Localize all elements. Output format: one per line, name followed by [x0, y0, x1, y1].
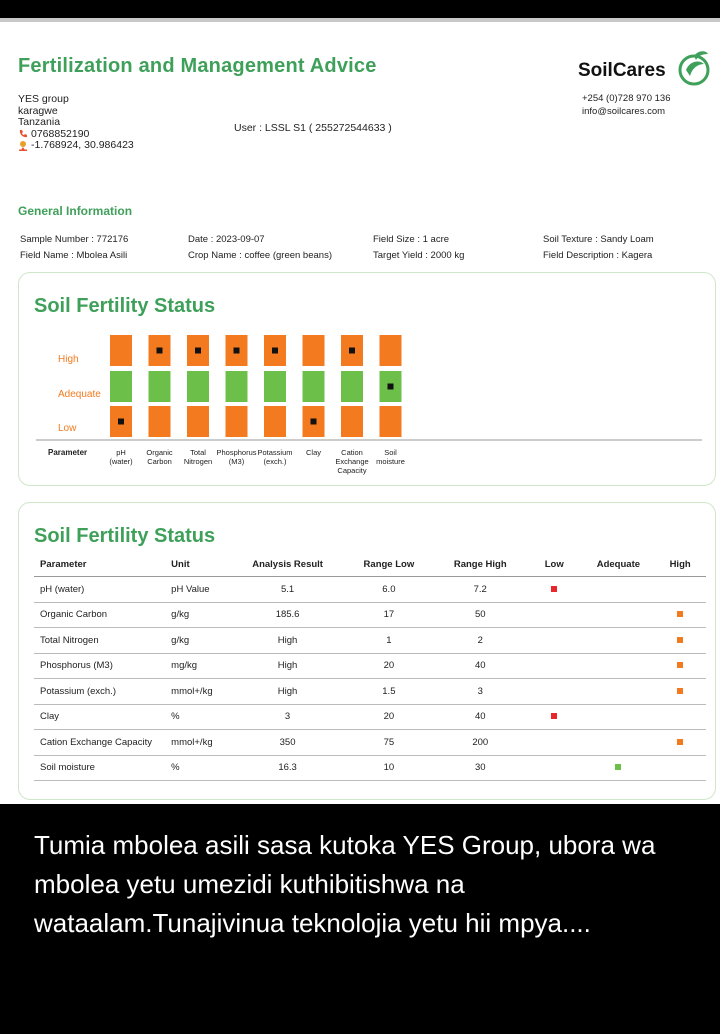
cell-range-low: 20 — [343, 653, 434, 679]
status-marker — [677, 611, 683, 617]
cell-result: 5.1 — [232, 577, 343, 603]
bar-cell — [226, 406, 248, 437]
cell-range-high: 2 — [435, 628, 526, 654]
category-label: (exch.) — [263, 457, 287, 466]
category-label: Total — [190, 448, 206, 457]
cell-result: 16.3 — [232, 755, 343, 781]
cell-result: 185.6 — [232, 602, 343, 628]
chart-title: Soil Fertility Status — [34, 295, 216, 317]
category-label: Clay — [305, 448, 322, 457]
cell-parameter: Phosphorus (M3) — [34, 653, 170, 679]
cell-status-high — [654, 730, 706, 756]
cell-range-low: 1 — [343, 628, 434, 654]
status-marker — [677, 637, 683, 643]
cell-status-high — [654, 577, 706, 603]
status-marker — [157, 348, 163, 354]
cell-range-high: 50 — [435, 602, 526, 628]
cell-status-low — [526, 628, 583, 654]
cell-range-low: 75 — [343, 730, 434, 756]
cell-range-low: 17 — [343, 602, 434, 628]
category-label: pH — [116, 448, 126, 457]
bar-cell — [380, 406, 402, 437]
table-row — [34, 730, 706, 756]
category-label: Capacity — [337, 466, 367, 475]
table-row — [34, 755, 706, 781]
contact-phone: +254 (0)728 970 136 — [582, 93, 671, 104]
org-location-1: karagwe — [18, 104, 58, 117]
org-gps: -1.768924, 30.986423 — [31, 139, 134, 151]
report-title: Fertilization and Management Advice — [18, 55, 377, 77]
cell-unit: pH Value — [170, 577, 232, 603]
table-title: Soil Fertility Status — [34, 525, 216, 547]
soil-texture: Soil Texture : Sandy Loam — [543, 234, 654, 245]
category-label: Organic — [146, 448, 173, 457]
category-label: Soil — [384, 448, 397, 457]
cell-range-low: 6.0 — [343, 577, 434, 603]
category-label: (M3) — [228, 457, 245, 466]
status-marker — [311, 419, 317, 425]
level-label-low: Low — [58, 423, 77, 434]
cell-status-low — [526, 704, 583, 730]
table-row — [34, 602, 706, 628]
bar-cell — [187, 371, 209, 402]
col-range-high: Range High — [435, 552, 526, 577]
status-marker — [677, 662, 683, 668]
table-row — [34, 628, 706, 654]
category-label: moisture — [376, 457, 405, 466]
col-low: Low — [526, 552, 583, 577]
cell-unit: g/kg — [170, 602, 232, 628]
cell-unit: % — [170, 755, 232, 781]
cell-unit: % — [170, 704, 232, 730]
cell-result: High — [232, 679, 343, 705]
cell-parameter: Potassium (exch.) — [34, 679, 170, 705]
bar-cell — [149, 406, 171, 437]
cell-status-low — [526, 679, 583, 705]
sample-date: Date : 2023-09-07 — [188, 234, 265, 245]
bar-cell — [341, 371, 363, 402]
general-info-heading: General Information — [18, 204, 133, 218]
bar-cell — [110, 371, 132, 402]
cell-status-adequate — [583, 602, 655, 628]
col-adequate: Adequate — [583, 552, 655, 577]
bar-cell — [110, 335, 132, 366]
brand-logo-text: SoilCares — [578, 60, 666, 81]
cell-status-high — [654, 679, 706, 705]
level-label-high: High — [58, 354, 79, 365]
bar-cell — [187, 406, 209, 437]
target-yield: Target Yield : 2000 kg — [373, 250, 465, 261]
status-marker — [388, 384, 394, 390]
cell-status-adequate — [583, 628, 655, 654]
cell-status-adequate — [583, 653, 655, 679]
parameter-axis-label: Parameter — [48, 448, 88, 457]
status-marker — [677, 688, 683, 694]
cell-status-high — [654, 704, 706, 730]
field-description: Field Description : Kagera — [543, 250, 653, 261]
cell-status-low — [526, 653, 583, 679]
post-caption: Tumia mbolea asili sasa kutoka YES Group, ubora wa mbolea yetu umezidi kuthibitishwa na wataalam.Tunajivinua teknolojia yetu hii mpya.... — [34, 830, 656, 938]
cell-unit: g/kg — [170, 628, 232, 654]
col-unit: Unit — [170, 552, 232, 577]
category-label: Cation — [341, 448, 363, 457]
col-parameter: Parameter — [34, 552, 170, 577]
contact-email: info@soilcares.com — [582, 106, 666, 117]
cell-status-adequate — [583, 730, 655, 756]
cell-parameter: Cation Exchange Capacity — [34, 730, 170, 756]
bar-cell — [303, 335, 325, 366]
bar-cell — [149, 371, 171, 402]
cell-parameter: Organic Carbon — [34, 602, 170, 628]
cell-parameter: Soil moisture — [34, 755, 170, 781]
field-size: Field Size : 1 acre — [373, 234, 450, 245]
category-label: Potassium — [257, 448, 293, 457]
status-marker — [195, 348, 201, 354]
cell-status-high — [654, 628, 706, 654]
level-label-adequate: Adequate — [58, 389, 101, 400]
table-row — [34, 679, 706, 705]
fertility-results-table — [34, 552, 706, 781]
col-result: Analysis Result — [232, 552, 343, 577]
bar-cell — [226, 371, 248, 402]
cell-result: 3 — [232, 704, 343, 730]
status-marker — [272, 348, 278, 354]
category-label: Exchange — [335, 457, 369, 466]
bar-cell — [303, 371, 325, 402]
cell-range-high: 3 — [435, 679, 526, 705]
col-high: High — [654, 552, 706, 577]
status-marker — [615, 764, 621, 770]
cell-range-high: 200 — [435, 730, 526, 756]
col-range-low: Range Low — [343, 552, 434, 577]
cell-status-high — [654, 755, 706, 781]
cell-status-adequate — [583, 679, 655, 705]
status-marker — [118, 419, 124, 425]
cell-result: High — [232, 653, 343, 679]
table-header-row — [34, 552, 706, 577]
cell-status-adequate — [583, 704, 655, 730]
table-row — [34, 653, 706, 679]
cell-range-high: 40 — [435, 704, 526, 730]
cell-status-low — [526, 730, 583, 756]
cell-status-high — [654, 653, 706, 679]
cell-parameter: Clay — [34, 704, 170, 730]
org-location-2: Tanzania — [18, 116, 61, 128]
bar-cell — [264, 371, 286, 402]
table-row — [34, 577, 706, 603]
field-name: Field Name : Mbolea Asili — [20, 250, 128, 261]
cell-range-low: 1.5 — [343, 679, 434, 705]
cell-unit: mg/kg — [170, 653, 232, 679]
category-label: Nitrogen — [183, 457, 213, 466]
cell-status-adequate — [583, 755, 655, 781]
cell-range-high: 30 — [435, 755, 526, 781]
cell-range-low: 10 — [343, 755, 434, 781]
user-id: User : LSSL S1 ( 255272544633 ) — [234, 122, 392, 134]
cell-result: 350 — [232, 730, 343, 756]
bar-cell — [380, 335, 402, 366]
cell-status-adequate — [583, 577, 655, 603]
status-marker — [234, 348, 240, 354]
status-marker — [677, 739, 683, 745]
cell-parameter: pH (water) — [34, 577, 170, 603]
cell-status-low — [526, 602, 583, 628]
cell-unit: mmol+/kg — [170, 730, 232, 756]
cell-range-high: 7.2 — [435, 577, 526, 603]
cell-parameter: Total Nitrogen — [34, 628, 170, 654]
category-label: (water) — [109, 457, 133, 466]
sample-number: Sample Number : 772176 — [20, 234, 129, 245]
status-marker — [551, 586, 557, 592]
category-label: Carbon — [147, 457, 172, 466]
cell-status-low — [526, 755, 583, 781]
status-marker — [349, 348, 355, 354]
cell-range-low: 20 — [343, 704, 434, 730]
crop-name: Crop Name : coffee (green beans) — [188, 250, 332, 261]
category-label: Phosphorus — [216, 448, 257, 457]
cell-status-low — [526, 577, 583, 603]
table-row — [34, 704, 706, 730]
cell-unit: mmol+/kg — [170, 679, 232, 705]
org-phone: 0768852190 — [31, 127, 90, 140]
status-marker — [551, 713, 557, 719]
cell-range-high: 40 — [435, 653, 526, 679]
org-name: YES group — [18, 93, 69, 105]
fertility-status-chart — [0, 0, 720, 500]
bar-cell — [264, 406, 286, 437]
bar-cell — [341, 406, 363, 437]
cell-status-high — [654, 602, 706, 628]
cell-result: High — [232, 628, 343, 654]
